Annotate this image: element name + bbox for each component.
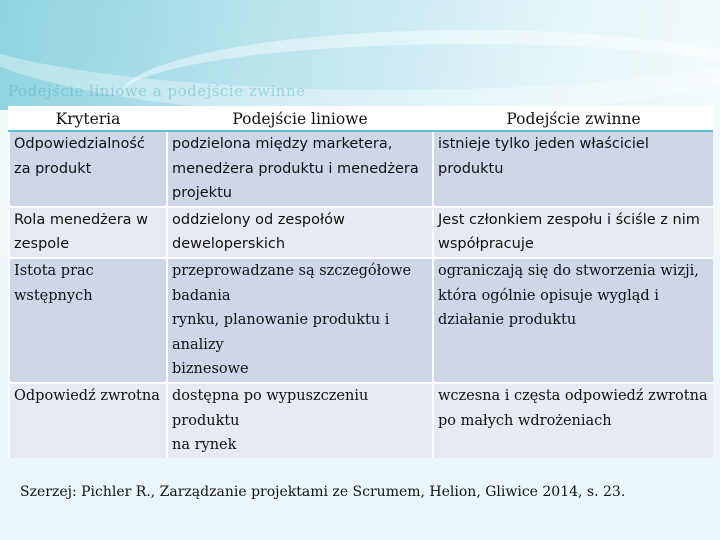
table-row [9,383,713,458]
cell-line: biznesowe [172,361,249,378]
cell-kryteria: Odpowiedzialność za produkt [9,131,167,207]
cell-liniowe [167,383,433,458]
cell-line: dostępna po wypuszczeniu produktu [172,387,369,429]
cell-kryteria: Odpowiedź zwrotna [9,383,167,458]
cell-liniowe: podzielona między marketera, menedżera produktu i menedżera projektu [167,131,433,207]
table-row [9,131,713,207]
cell-zwinne [433,383,713,458]
cell-zwinne: Jest członkiem zespołu i ściśle z nim współpracuje [433,207,713,258]
comparison-table [8,106,713,458]
header-podejscie-zwinne: Podejście zwinne [433,107,713,131]
cell-zwinne: istnieje tylko jeden właściciel produktu [433,131,713,207]
table-header-row [9,107,713,131]
cell-zwinne: ograniczają się do stworzenia wizji, która ogólnie opisuje wygląd i działanie produktu [433,258,713,383]
table-row [9,207,713,258]
cell-line: po małych wdrożeniach [438,412,612,429]
source-citation: Szerzej: Pichler R., Zarządzanie projektami ze Scrumem, Helion, Gliwice 2014, s. 23. [20,484,626,500]
cell-line: przeprowadzane są szczegółowe badania [172,262,412,304]
cell-line: na rynek [172,437,237,454]
cell-line: wczesna i częsta odpowiedź zwrotna [438,387,708,404]
header-kryteria: Kryteria [9,107,167,131]
table-row [9,258,713,383]
slide-title: Podejście liniowe a podejście zwinne [8,82,306,100]
cell-liniowe [167,258,433,383]
cell-kryteria: Istota prac wstępnych [9,258,167,383]
cell-line: rynku, planowanie produktu i analizy [172,312,390,353]
cell-kryteria: Rola menedżera w zespole [9,207,167,258]
cell-liniowe: oddzielony od zespołów deweloperskich [167,207,433,258]
header-podejscie-liniowe: Podejście liniowe [167,107,433,131]
